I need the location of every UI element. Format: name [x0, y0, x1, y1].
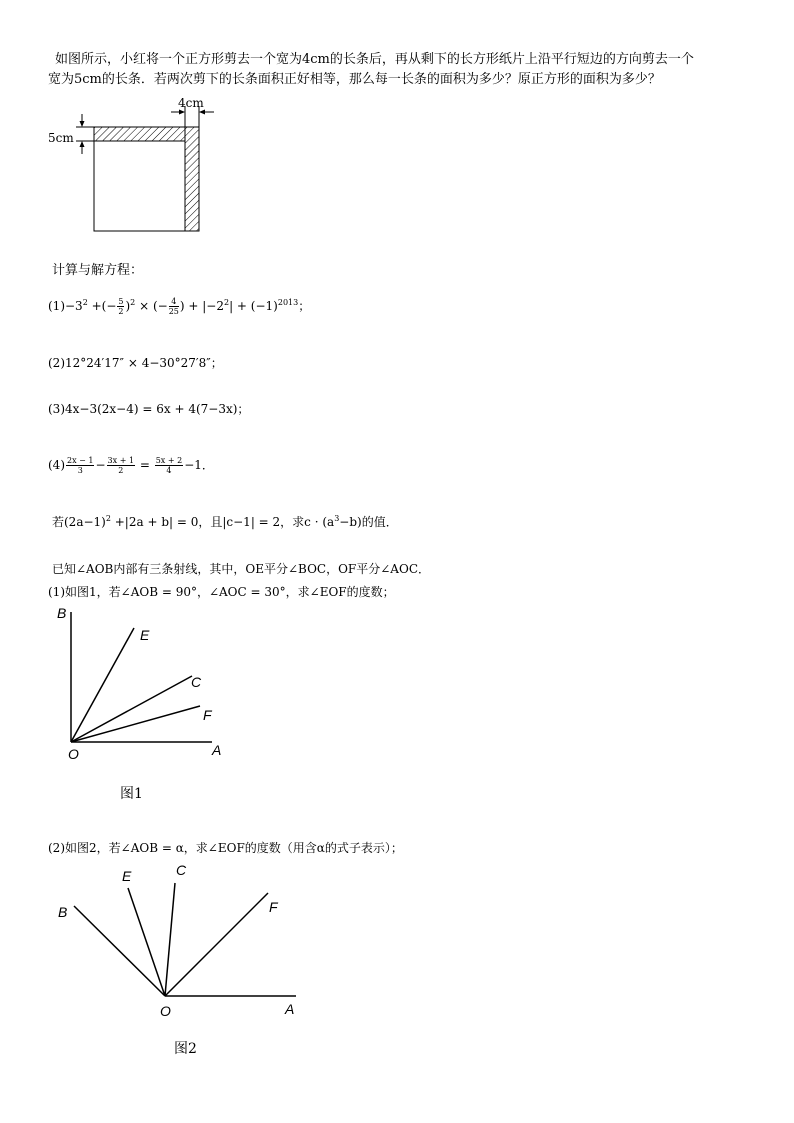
problem1-line1: 如图所示，小红将一个正方形剪去一个宽为4cm的长条后，再从剩下的长方形纸片上沿平行短边的方向剪去一个 — [55, 52, 694, 67]
label-B: B — [58, 904, 68, 920]
label-5cm: 5cm — [48, 131, 74, 145]
label-E: E — [122, 868, 132, 884]
calc-q3: (3)4x−3(2x−4) = 6x + 4(7−3x)； — [48, 402, 250, 416]
label-O: O — [68, 746, 79, 762]
problem4-q1: (1)如图1，若∠AOB = 90°，∠AOC = 30°，求∠EOF的度数； — [48, 585, 395, 599]
label-B: B — [57, 605, 67, 621]
figure-2 — [50, 855, 310, 1065]
label-C: C — [191, 674, 202, 690]
problem3: 若$(2a-1)^2 +|2a + b| = 0$，且|c−1| = 2，求$c \cdot (a^3-b)$的值． — [52, 514, 398, 529]
label-4cm: 4cm — [178, 96, 204, 110]
problem1-line2: 宽为5cm的长条．若两次剪下的长条面积正好相等，那么每一长条的面积为多少？原正方形的面积为多少？ — [48, 72, 661, 87]
problem4-intro: 已知∠AOB内部有三条射线，其中，OE平分∠BOC，OF平分∠AOC． — [52, 562, 430, 576]
calc-q1: $(1)-3^2$ +(− $\frac{5}{2}$ )$^2$ × (− $\frac{4}{25}$ ) + $|-2^2| + (-1)^{2013}$； — [48, 297, 311, 316]
ray-OE — [128, 888, 165, 996]
problem4-q2: (2)如图2，若∠AOB = α，求∠EOF的度数（用含α的式子表示）； — [48, 841, 403, 855]
figure-1 — [50, 600, 240, 800]
calc-q4: (4) $\frac{2x - 1}{3}$ − $\frac{3x + 1}{2}$ = $\frac{5x + 2}{4}$ −1． — [48, 456, 214, 475]
caption-fig2: 图2 — [174, 1041, 197, 1057]
ray-OB — [74, 906, 165, 996]
label-C: C — [176, 862, 187, 878]
label-E: E — [140, 627, 150, 643]
calc-q2: (2)12°24′17″ × 4−30°27′8″； — [48, 356, 223, 370]
calc-heading: 计算与解方程： — [52, 263, 144, 278]
ray-OC — [165, 883, 175, 996]
label-A: A — [285, 1001, 295, 1017]
caption-fig1: 图1 — [120, 786, 143, 802]
label-F: F — [269, 899, 278, 915]
label-F: F — [203, 707, 212, 723]
label-A: A — [212, 742, 222, 758]
ray-OF — [165, 893, 268, 996]
ray-OF — [71, 706, 200, 742]
square-cut-figure — [40, 90, 240, 240]
label-O: O — [160, 1003, 171, 1019]
